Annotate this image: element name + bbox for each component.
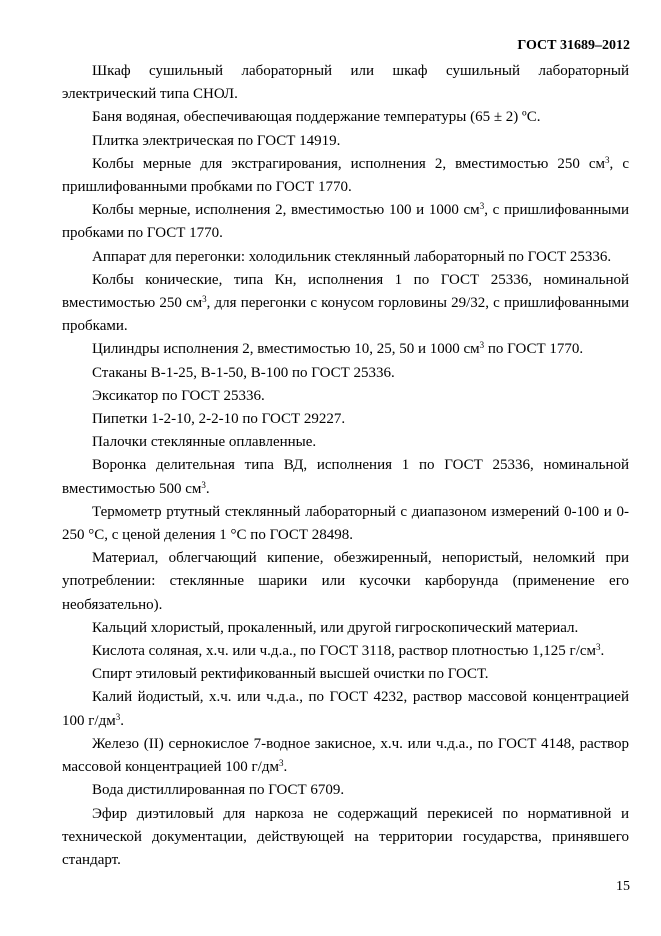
paragraph-distilled-water: Вода дистиллированная по ГОСТ 6709. (92, 782, 345, 799)
paragraph-boiling-material: Материал, облегчающий кипение, обезжиренный, непористый, неломкий при употреблении: стеклянные шарики или кусочки карборунда (применение его необязательно). (62, 550, 629, 613)
paragraph-water-bath: Баня водяная, обеспечивающая поддержание температуры (65 ± 2) ºС. (92, 109, 541, 126)
paragraph-drying-cabinet: Шкаф сушильный лабораторный или шкаф сушильный лабораторный электрический типа СНОЛ. (62, 63, 629, 103)
paragraph-iron-sulfate: Железо (II) сернокислое 7-водное закисное, х.ч. или ч.д.а., по ГОСТ 4148, раствор массовой концентрацией 100 $г/дм^3$. (62, 735, 629, 776)
paragraph-potassium-iodide: Калий йодистый, х.ч. или ч.д.а., по ГОСТ 4232, раствор массовой концентрацией 100 $г/дм^3$. (62, 689, 629, 729)
paragraph-beakers: Стаканы В-1-25, В-1-50, В-100 по ГОСТ 25336. (92, 364, 395, 381)
page-number: 15 (616, 879, 630, 894)
paragraph-electric-stove: Плитка электрическая по ГОСТ 14919. (92, 132, 341, 149)
paragraph-desiccator: Эксикатор по ГОСТ 25336. (92, 387, 265, 404)
paragraph-list (62, 60, 629, 872)
paragraph-glass-rods: Палочки стеклянные оплавленные. (92, 434, 317, 451)
paragraph-cylinders: Цилиндры исполнения 2, вместимостью 10, 25, 50 и 1000 $см^3$ по ГОСТ 1770. (92, 340, 584, 358)
paragraph-separatory-funnel: Воронка делительная типа ВД, исполнения 1 по ГОСТ 25336, номинальной вместимостью 500 $см^3$. (62, 457, 629, 497)
paragraph-calcium-chloride: Кальций хлористый, прокаленный, или другой гигроскопический материал. (92, 619, 579, 636)
paragraph-thermometer: Термометр ртутный стеклянный лабораторный с диапазоном измерений 0-100 и 0-250 °С, с ценой деления 1 °С по ГОСТ 28498. (62, 503, 629, 544)
paragraph-conical-flasks: Колбы конические, типа Кн, исполнения 1 по ГОСТ 25336, номинальной вместимостью 250 $см^3$, для перегонки с конусом горловины 29/32, с пришлифованными пробками. (62, 271, 629, 335)
standard-header: ГОСТ 31689–2012 (517, 38, 630, 53)
paragraph-volumetric-flasks-extraction: Колбы мерные для экстрагирования, исполнения 2, вместимостью 250 $см^3$, с пришлифованными пробками по ГОСТ 1770. (62, 154, 629, 196)
paragraph-volumetric-flasks: Колбы мерные, исполнения 2, вместимостью 100 и 1000 $см^3$, с пришлифованными пробками по ГОСТ 1770. (62, 201, 629, 242)
paragraph-hydrochloric-acid: Кислота соляная, х.ч. или ч.д.а., по ГОСТ 3118, раствор плотностью 1,125 $г/см^3$. (92, 642, 605, 660)
paragraph-pipettes: Пипетки 1-2-10, 2-2-10 по ГОСТ 29227. (92, 411, 346, 428)
paragraph-diethyl-ether: Эфир диэтиловый для наркоза не содержащий перекисей по нормативной и технической документации, действующей на территории государства, принявшего стандарт. (62, 805, 629, 868)
paragraph-distillation-apparatus: Аппарат для перегонки: холодильник стеклянный лабораторный по ГОСТ 25336. (92, 248, 612, 265)
paragraph-ethyl-alcohol: Спирт этиловый ректификованный высшей очистки по ГОСТ. (92, 666, 489, 683)
